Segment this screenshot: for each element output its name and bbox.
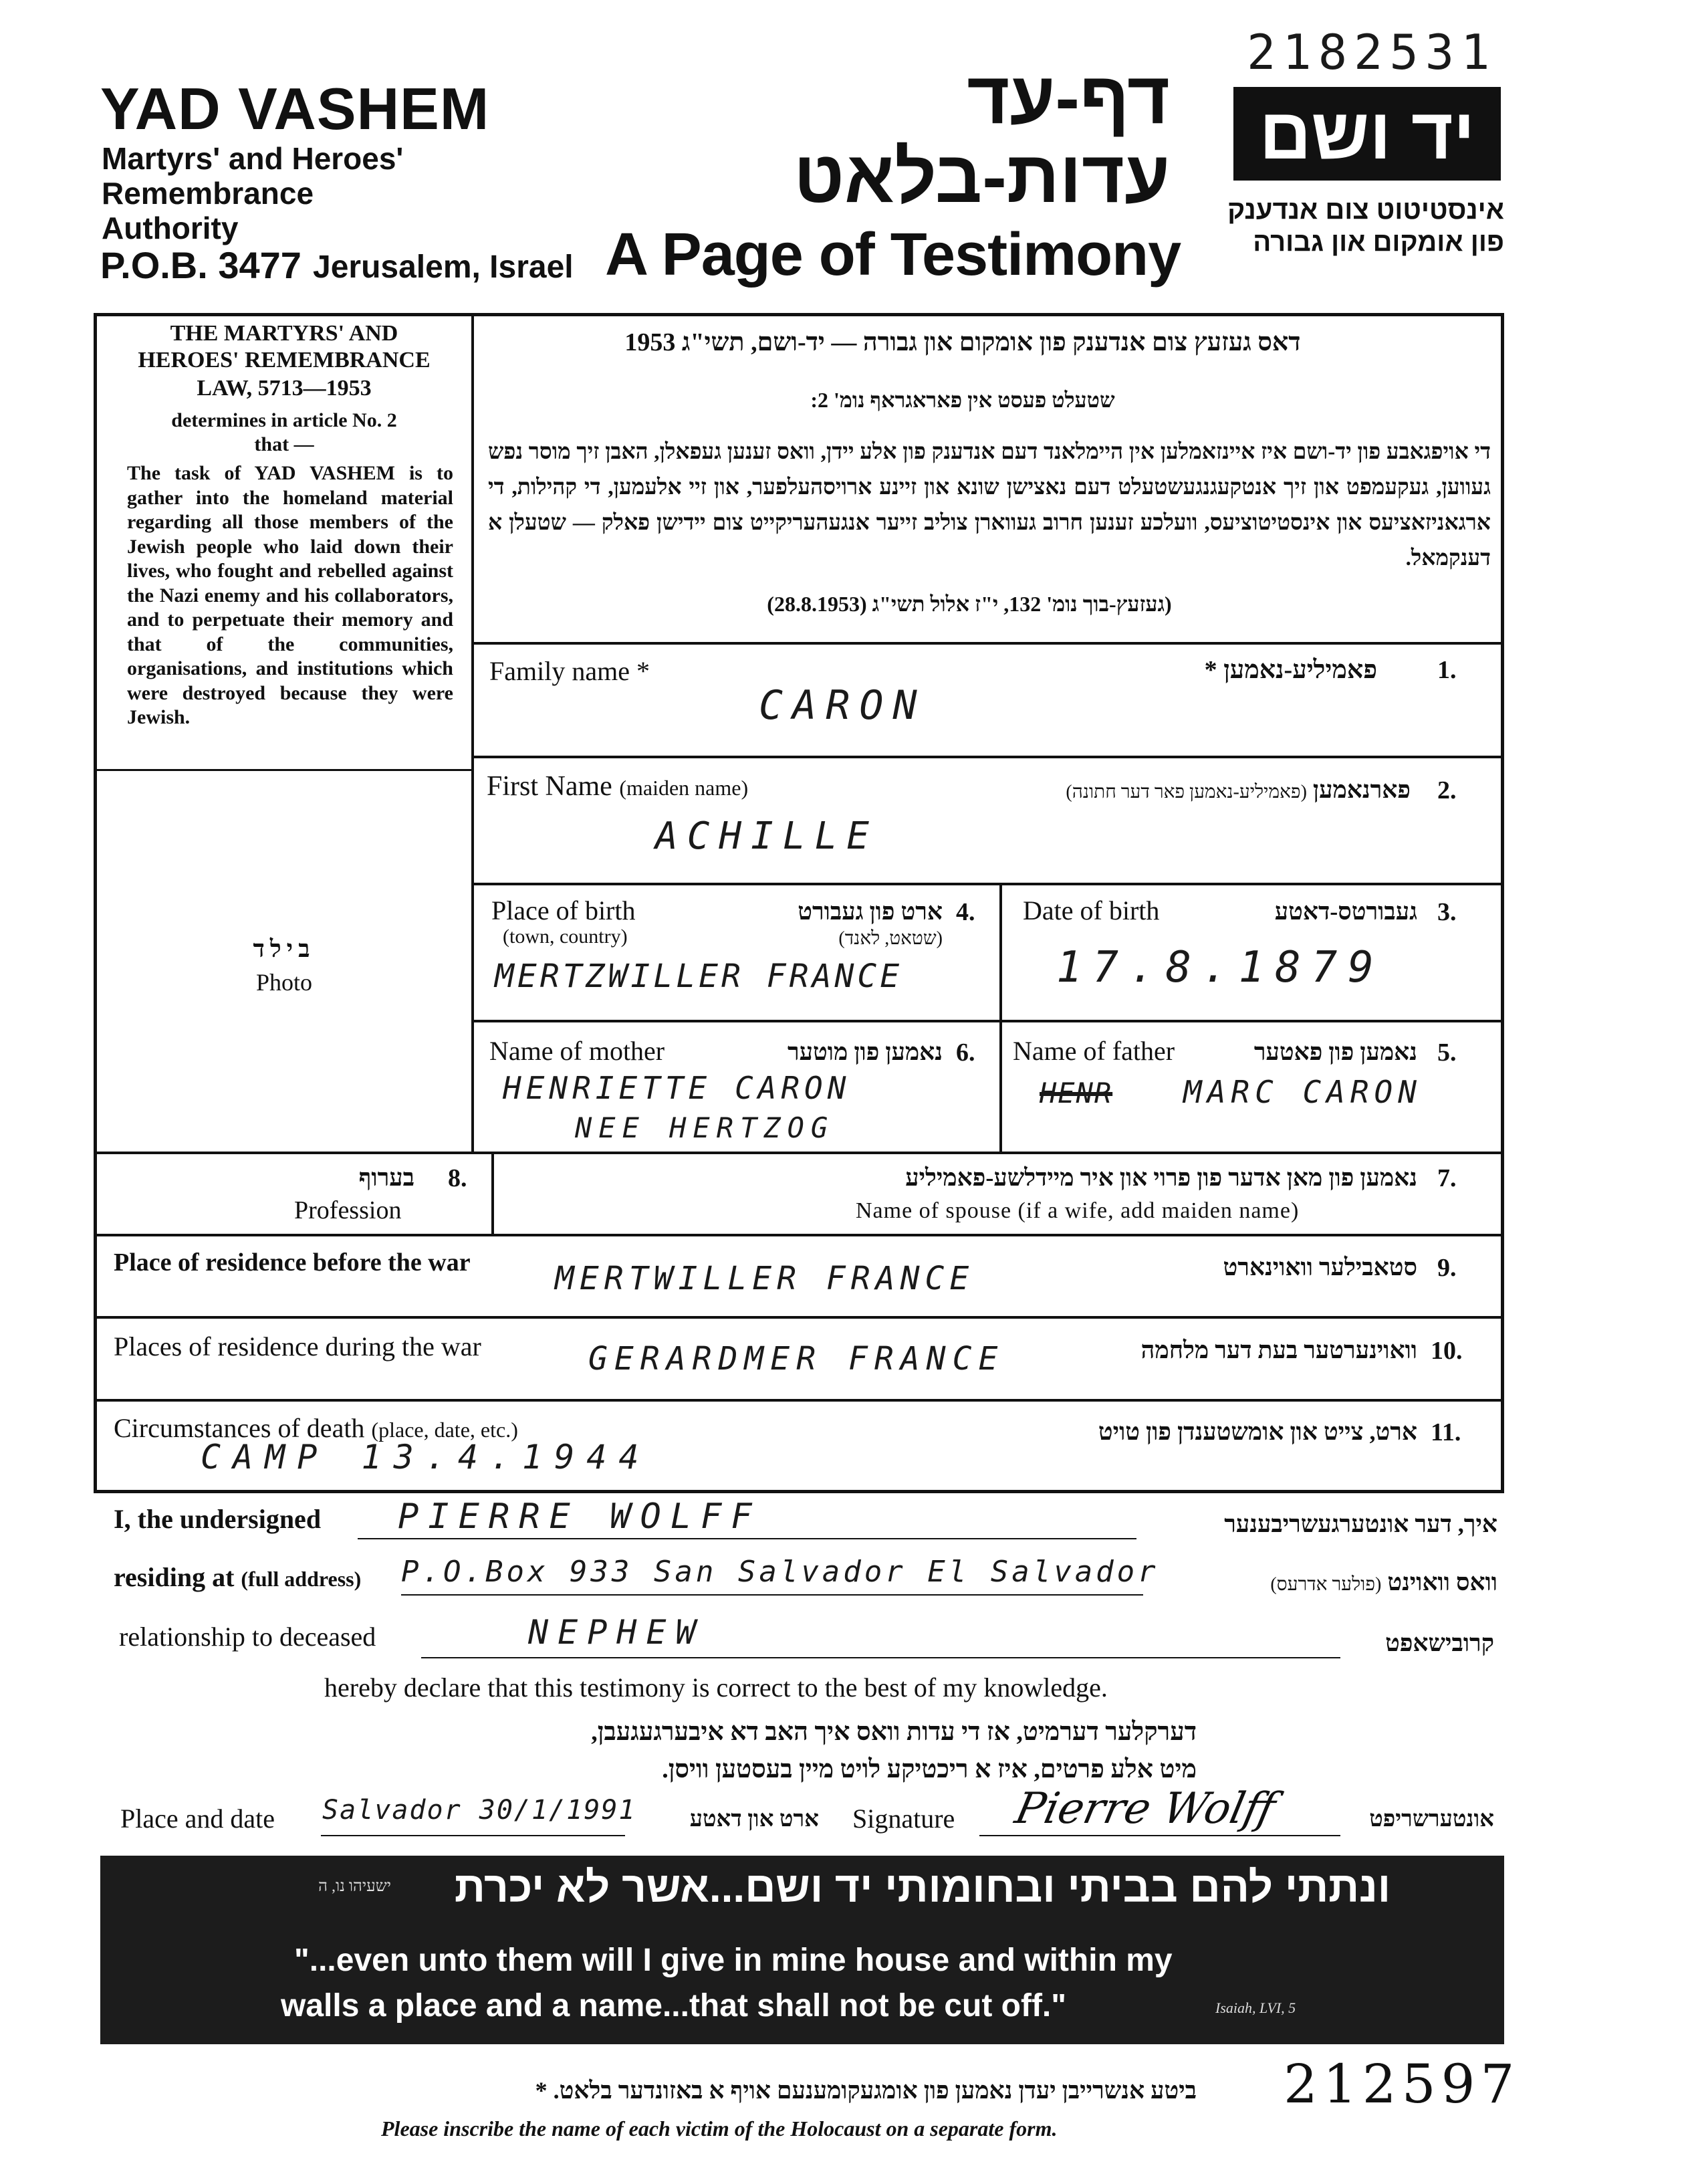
father-label: Name of father xyxy=(1013,1036,1175,1066)
place-of-birth-label-yiddish: ארט פון געבורט xyxy=(798,898,943,925)
signature-label: Signature xyxy=(852,1804,955,1834)
yiddish-law-body: די אויפגאבע פון יד-ושם איז איינזאמלען אין היימלאנד דעם אנדענק פון אלע יידן, וואס זענען געפאלן, האבן זיך מוסר נפש געווען, געקעמפט און זיך אנטקעגנגעשטעלט דעם נאצישן שונא און זיינע ארויסהעלפער, און זיי אלעמען, די קהילות, די ארגאניזאציעס און אינסטיטוציעס, וועלכע זענען חרוב געווארן צוליב זייער אנגעהעריקייט צום יידישן פאלק — שטעלן א דענקמאל. xyxy=(488,440,1491,570)
spouse-label-yiddish: נאמען פון מאן אדער פון פרוי און איר מיידלשע-פאמיליע xyxy=(905,1164,1417,1191)
field-7-top-rule xyxy=(94,1152,1504,1154)
banner-ref: Isaiah, LVI, 5 xyxy=(1215,1999,1296,2016)
undersigned-line xyxy=(358,1538,1136,1539)
org-line-1: Martyrs' and Heroes' xyxy=(102,141,404,176)
residence-during-value: GERARDMER FRANCE xyxy=(588,1340,1005,1378)
mother-value-1: HENRIETTE CARON xyxy=(503,1070,851,1106)
law-heading-4: determines in article No. 2 xyxy=(171,409,397,431)
yiddish-law-ref: (געזעץ-בוך נומ' 132, י"ז אלול תשי"ג (28.8.1953) xyxy=(767,592,1172,616)
frame-bottom xyxy=(94,1490,1504,1493)
relationship-label: relationship to deceased xyxy=(119,1622,376,1652)
family-name-label: Family name * xyxy=(489,656,650,686)
relationship-value: NEPHEW xyxy=(528,1613,705,1652)
residence-before-num: 9. xyxy=(1437,1254,1457,1282)
footer-yiddish: ביטע אנשרייבן יעדן נאמען פון אומגעקומענעם אויף א באזונדער בלאט. * xyxy=(535,2077,1197,2104)
residing-yiddish-text: וואס וואוינט xyxy=(1387,1569,1497,1596)
residing-value: P.O.Box 933 San Salvador El Salvador xyxy=(401,1555,1159,1589)
undersigned-value: PIERRE WOLFF xyxy=(398,1497,761,1537)
death-label-yiddish: ארט, צייט און אומשטענדן פון טויט xyxy=(1098,1418,1417,1445)
date-of-birth-label-yiddish: געבורטס-דאטע xyxy=(1274,898,1417,925)
residence-before-label: Place of residence before the war xyxy=(114,1248,471,1277)
banner-english-1: "...even unto them will I give in mine house and within my xyxy=(294,1943,1173,1978)
residing-label-text: residing at xyxy=(114,1562,235,1592)
place-of-birth-label: Place of birth xyxy=(491,895,636,925)
place-date-label: Place and date xyxy=(120,1804,275,1834)
declaration-yiddish-2: מיט אלע פרטים, איז א ריכטיקע לויט מיין בעסטען וויסן. xyxy=(662,1755,1197,1783)
org-name: YAD VASHEM xyxy=(100,76,490,142)
footer-english: Please inscribe the name of each victim of the Holocaust on a separate form. xyxy=(381,2116,1058,2141)
photo-label-yiddish: בילד xyxy=(253,936,316,962)
first-name-num: 2. xyxy=(1437,776,1457,804)
place-of-birth-value: MERTZWILLER FRANCE xyxy=(495,958,903,995)
first-name-label-yiddish xyxy=(969,776,1411,804)
death-value: CAMP 13.4.1944 xyxy=(201,1438,651,1477)
law-body: The task of YAD VASHEM is to gather into the homeland material regarding all those members of the Jewish people who laid down their lives, who fought and rebelled against the Nazi enemy and his collaborators, and to perpetuate their memory and that of the communities, organisations, and institutions which were destroyed because they were Jewish. xyxy=(127,462,453,728)
date-of-birth-value: 17.8.1879 xyxy=(1056,943,1384,992)
mother-value-2: NEE HERTZOG xyxy=(575,1111,835,1144)
family-name-num: 1. xyxy=(1437,656,1457,684)
date-of-birth-label: Date of birth xyxy=(1023,895,1160,925)
declaration-yiddish-1: דערקלער דערמיט, אז די עדות וואס איך האב דא איבערגעגעבן, xyxy=(591,1718,1197,1746)
place-date-value: Salvador 30/1/1991 xyxy=(322,1795,636,1826)
profession-label-yiddish: בערוף xyxy=(358,1164,414,1191)
first-name-label xyxy=(487,770,748,802)
father-struck-value: HENR xyxy=(1040,1077,1113,1109)
place-of-birth-label-sub: (town, country) xyxy=(503,925,628,948)
declaration-statement: hereby declare that this testimony is correct to the best of my knowledge. xyxy=(324,1672,1108,1703)
signature-line xyxy=(979,1835,1340,1836)
first-name-label-yiddish-sub: (פאמיליע-נאמען פאר דער חתונה) xyxy=(1066,782,1307,802)
hebrew-title-1: דף-עד xyxy=(967,57,1170,139)
photo-label: Photo xyxy=(255,969,313,996)
spouse-label: Name of spouse (if a wife, add maiden name) xyxy=(856,1198,1300,1223)
birth-parent-divider xyxy=(999,883,1002,1154)
residing-label-sub: (full address) xyxy=(241,1567,362,1591)
field-1-top-rule xyxy=(471,642,1504,645)
place-date-line xyxy=(321,1835,625,1836)
field-10-top-rule xyxy=(94,1316,1504,1319)
place-of-birth-label-yiddish-sub: (שטאט, לאנד) xyxy=(838,928,943,949)
profession-spouse-divider xyxy=(491,1152,494,1235)
residing-yiddish-sub: (פולער אדרעס) xyxy=(1270,1574,1382,1595)
yiddish-org-1: אינסטיטוט צום אנדענק xyxy=(1227,195,1504,225)
mother-label: Name of mother xyxy=(489,1036,665,1066)
residing-label xyxy=(114,1561,361,1593)
banner-hebrew-ref: ישעיהו נו, ה xyxy=(318,1878,391,1895)
field-5-top-rule xyxy=(471,1020,1504,1022)
document-number-top: 2182531 xyxy=(1247,24,1497,80)
spouse-num: 7. xyxy=(1437,1164,1457,1192)
field-3-top-rule xyxy=(471,883,1504,885)
residing-line xyxy=(401,1594,1143,1596)
document-number-bottom: 212597 xyxy=(1284,2053,1520,2115)
place-date-label-yiddish: ארט און דאטע xyxy=(689,1807,819,1832)
family-name-label-yiddish: פאמיליע-נאמען * xyxy=(1204,656,1377,684)
law-heading-5: that — xyxy=(254,433,314,455)
profession-num: 8. xyxy=(448,1164,467,1192)
hebrew-title-2: עדות-בלאט xyxy=(794,136,1170,218)
yiddish-org-2: פון אומקום און גבורה xyxy=(1253,227,1504,257)
signature-label-yiddish: אונטערשריפט xyxy=(1369,1807,1494,1832)
first-name-label-text: First Name xyxy=(487,771,612,802)
org-pob: P.O.B. 3477 xyxy=(100,244,302,286)
signature-value: Pierre Wolff xyxy=(1011,1784,1280,1834)
first-name-label-sub: (maiden name) xyxy=(619,776,749,800)
org-line-3: Authority xyxy=(102,211,239,245)
org-city: Jerusalem, Israel xyxy=(313,249,574,285)
org-line-2: Remembrance xyxy=(102,176,314,211)
death-num: 11. xyxy=(1431,1418,1461,1446)
residence-during-num: 10. xyxy=(1431,1337,1463,1365)
undersigned-label-yiddish: איך, דער אונטערגעשריבענער xyxy=(1224,1511,1497,1537)
family-name-value: CARON xyxy=(759,682,927,729)
banner-english-2: walls a place and a name...that shall not be cut off." xyxy=(281,1988,1067,2024)
death-label-text: Circumstances of death xyxy=(114,1413,365,1443)
residing-label-yiddish xyxy=(1150,1568,1497,1596)
residence-during-label: Places of residence during the war xyxy=(114,1331,481,1361)
father-value: MARC CARON xyxy=(1183,1074,1422,1110)
mother-num: 6. xyxy=(956,1039,975,1067)
yiddish-law-line-1: דאס געזעץ צום אנדענק פון אומקום און גבורה — יד-ושם, תשי"ג 1953 xyxy=(624,328,1301,356)
field-9-top-rule xyxy=(94,1234,1504,1236)
banner-hebrew: ונתתי להם בביתי ובחומותי יד ושם...אשר לא יכרת xyxy=(454,1863,1391,1911)
date-of-birth-num: 3. xyxy=(1437,898,1457,926)
residence-during-label-yiddish: וואוינערטער בעת דער מלחמה xyxy=(1140,1337,1417,1363)
yiddish-law-line-2: שטעלט פעסט אין פאראגראף נומ' 2: xyxy=(810,388,1115,412)
left-column-divider xyxy=(471,313,474,1152)
law-heading-1: THE MARTYRS' AND xyxy=(170,321,398,346)
profession-label: Profession xyxy=(294,1196,402,1224)
father-num: 5. xyxy=(1437,1039,1457,1067)
document-title: A Page of Testimony xyxy=(605,221,1181,288)
first-name-value: ACHILLE xyxy=(655,814,879,858)
relationship-label-yiddish: קרובישאפט xyxy=(1385,1630,1494,1656)
place-of-birth-num: 4. xyxy=(956,898,975,926)
law-heading-3: LAW, 5713—1953 xyxy=(197,376,372,401)
law-heading-2: HEROES' REMEMBRANCE xyxy=(138,348,431,372)
residence-before-value: MERTWILLER FRANCE xyxy=(555,1260,975,1297)
death-label-sub: (place, date, etc.) xyxy=(371,1418,518,1442)
field-2-top-rule xyxy=(471,756,1504,758)
undersigned-label: I, the undersigned xyxy=(114,1504,322,1534)
first-name-label-yiddish-text: פארנאמען xyxy=(1312,776,1411,803)
relationship-line xyxy=(421,1657,1340,1658)
field-11-top-rule xyxy=(94,1399,1504,1402)
yad-vashem-logo: יד ושם xyxy=(1233,87,1501,181)
father-label-yiddish: נאמען פון פאטער xyxy=(1253,1039,1417,1065)
residence-before-label-yiddish: סטאבילער וואוינארט xyxy=(1223,1254,1417,1281)
law-photo-divider xyxy=(94,769,473,771)
frame-top xyxy=(94,313,1504,316)
mother-label-yiddish: נאמען פון מוטער xyxy=(787,1039,943,1065)
